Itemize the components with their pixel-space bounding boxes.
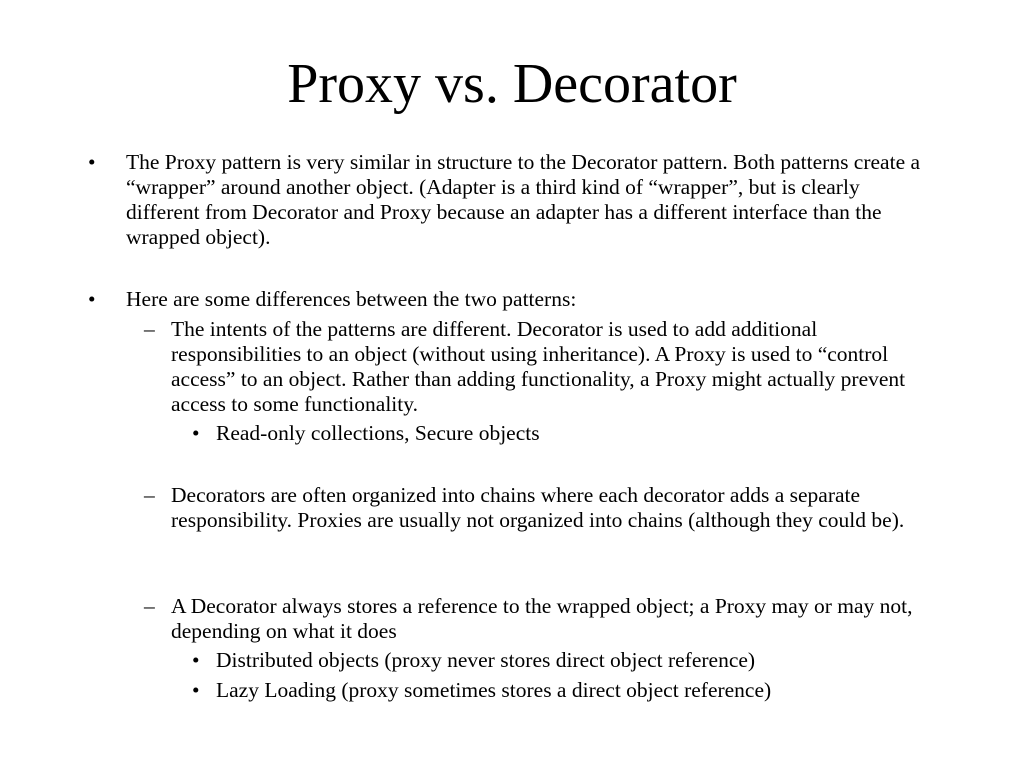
sub-bullet-text: Decorators are often organized into chains where each decorator adds a separate responsibility. Proxies are usually not organized into chains (although they could be). — [171, 483, 905, 532]
bullet-text: The Proxy pattern is very similar in structure to the Decorator pattern. Both patterns create a “wrapper” around another object. (Adapter is a third kind of “wrapper”, but is clearly different from Decorator and Proxy because an adapter has a different interface than the wrapped object). — [126, 150, 921, 249]
sub-sub-bullet-marker: • — [192, 648, 200, 672]
bullet-differences-intro — [88, 287, 926, 312]
sub-bullet-reference — [144, 594, 946, 644]
sub-bullet-text: The intents of the patterns are different. Decorator is used to add additional responsibilities to an object (without using inheritance). A Proxy is used to “control access” to an object. Rather than adding functionality, a Proxy might actually prevent access to some functionality. — [171, 317, 906, 416]
sub-sub-bullet-lazy — [192, 678, 936, 703]
sub-bullet-marker: – — [144, 594, 155, 618]
sub-sub-bullet-text: Distributed objects (proxy never stores direct object reference) — [216, 648, 756, 672]
sub-sub-bullet-distributed — [192, 648, 936, 673]
sub-bullet-text: A Decorator always stores a reference to the wrapped object; a Proxy may or may not, depending on what it does — [171, 594, 913, 643]
sub-sub-bullet-marker: • — [192, 421, 200, 445]
bullet-marker: • — [88, 287, 96, 311]
bullet-marker: • — [88, 150, 96, 174]
sub-sub-bullet-marker: • — [192, 678, 200, 702]
bullet-wrapper-similarity — [88, 150, 926, 250]
sub-sub-bullet-readonly — [192, 421, 936, 446]
sub-bullet-marker: – — [144, 317, 155, 341]
sub-bullet-marker: – — [144, 483, 155, 507]
bullet-text: Here are some differences between the two patterns: — [126, 287, 577, 311]
sub-sub-bullet-text: Lazy Loading (proxy sometimes stores a direct object reference) — [216, 678, 772, 702]
sub-bullet-intents — [144, 317, 946, 417]
sub-sub-bullet-text: Read-only collections, Secure objects — [216, 421, 540, 445]
sub-bullet-chains — [144, 483, 921, 533]
slide-title: Proxy vs. Decorator — [287, 53, 737, 115]
